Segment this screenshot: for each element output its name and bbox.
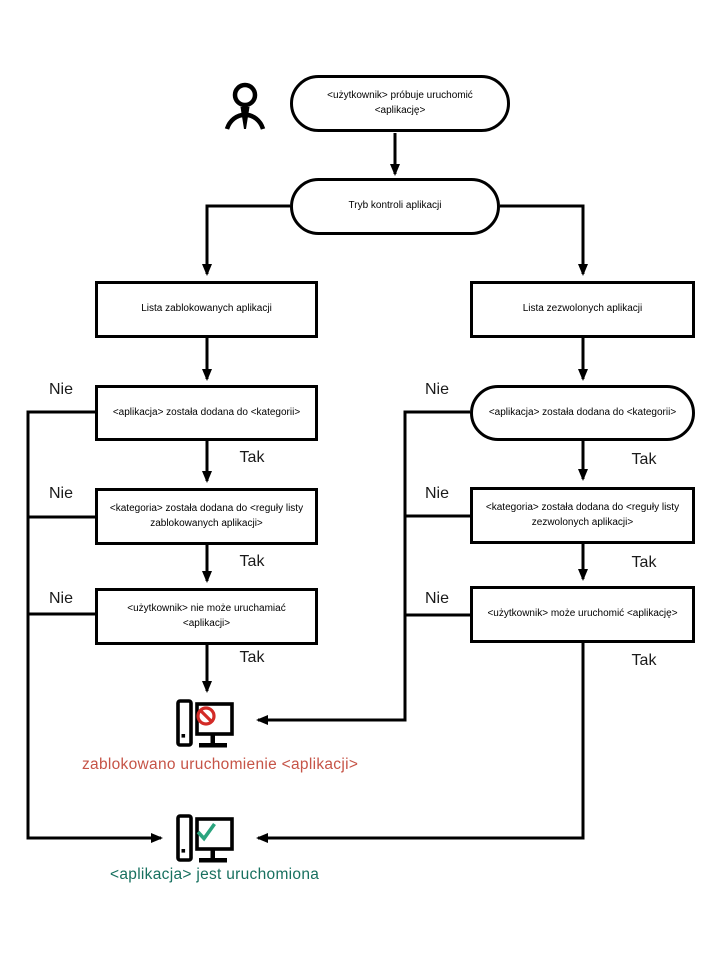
node-user-tries-to-run [290, 75, 510, 132]
node-category-allowed-rules-label: <kategoria> została dodana do <reguły listy zezwolonych aplikacji> [485, 502, 680, 528]
computer-blocked-icon [178, 701, 232, 748]
edge-label-yes: Tak [239, 649, 265, 666]
connectors [28, 133, 583, 838]
node-app-in-category-left-label: <aplikacja> została dodana do <kategorii> [112, 406, 301, 418]
computer-check-icon [178, 816, 232, 863]
node-category-in-blocked-rules [95, 488, 318, 545]
edge-label-no: Nie [424, 381, 449, 398]
node-user-cannot-run-label: <użytkownik> nie może uruchamiać <aplikacji> [127, 603, 286, 629]
checkmark-icon [198, 824, 215, 839]
node-app-in-category-allowed-branch [470, 385, 695, 441]
edge-label-yes: Tak [239, 553, 265, 570]
user-icon [227, 85, 263, 129]
edge-label-no: Nie [48, 381, 73, 398]
edge-label-yes: Tak [239, 449, 265, 466]
edge-label-no: Nie [424, 590, 449, 607]
edge-label-yes: Tak [631, 451, 657, 468]
node-control-mode-label: Tryb kontroli aplikacji [348, 200, 442, 212]
node-user-cannot-run [95, 588, 318, 645]
outcome-running-text: <aplikacja> jest uruchomiona [110, 866, 320, 883]
node-blocked-list-label: Lista zablokowanych aplikacji [141, 303, 272, 315]
edge-label-yes: Tak [631, 652, 657, 669]
node-app-in-category-blocked-branch [95, 385, 318, 441]
node-category-blocked-rules-label: <kategoria> została dodana do <reguły listy zablokowanych aplikacji> [109, 503, 304, 529]
edge-label-no: Nie [424, 485, 449, 502]
node-allowed-list [470, 281, 695, 338]
node-user-can-run [470, 586, 695, 643]
node-blocked-list [95, 281, 318, 338]
node-user-can-run-label: <użytkownik> może uruchomić <aplikację> [487, 608, 678, 620]
prohibition-icon [198, 708, 214, 724]
outcome-blocked-text: zablokowano uruchomienie <aplikacji> [82, 756, 359, 773]
edge-label-no: Nie [48, 485, 73, 502]
node-app-in-category-right-label: <aplikacja> została dodana do <kategorii> [488, 406, 677, 418]
node-category-in-allowed-rules [470, 487, 695, 544]
node-allowed-list-label: Lista zezwolonych aplikacji [522, 303, 643, 315]
node-user-tries-label: <użytkownik> próbuje uruchomić <aplikację> [327, 90, 473, 116]
node-control-mode [290, 178, 500, 235]
edge-label-yes: Tak [631, 554, 657, 571]
edge-label-no: Nie [48, 590, 73, 607]
